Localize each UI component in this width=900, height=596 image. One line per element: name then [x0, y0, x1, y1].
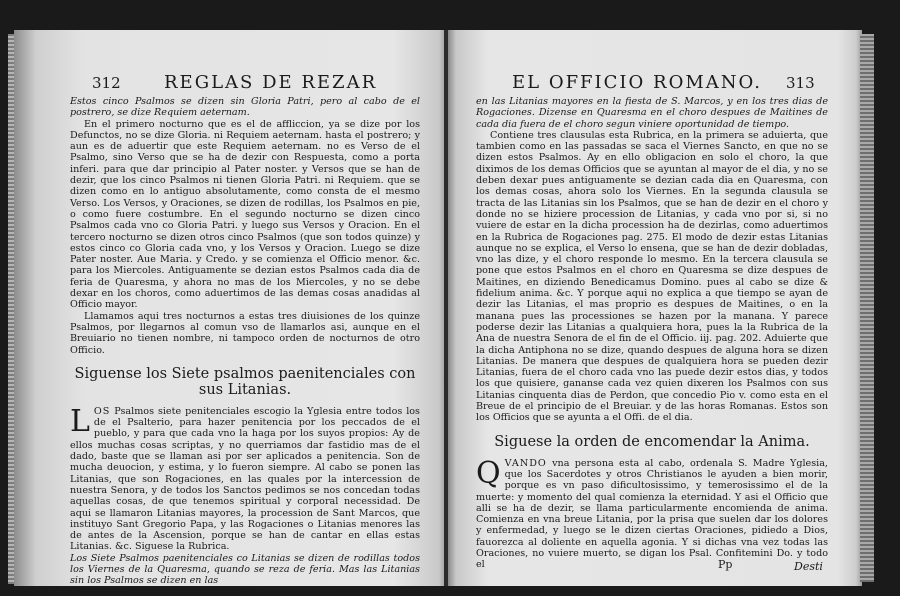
page-number-left: 312	[92, 74, 121, 92]
left-page	[14, 30, 446, 586]
running-head-left: REGLAS DE REZAR	[164, 72, 378, 93]
right-text-block	[476, 96, 828, 571]
rubric-intro: Estos cinco Psalmos se dizen sin Gloria Patri, pero al cabo de el postrero, se dize Requiem aeternam.	[70, 96, 420, 119]
running-head-right: EL OFFICIO ROMANO.	[512, 72, 762, 93]
catchword: Desti	[794, 560, 823, 573]
section-heading: Siguense los Siete psalmos paenitenciales con sus Litanias.	[74, 365, 416, 398]
paragraph: Llamamos aqui tres nocturnos a estas tres diuisiones de los quinze Psalmos, por llegarnos al comun vso de llamarlos asi, aunque en el Breuiario no tienen nombre, ni tampoco orden de nocturnos de otro Officio.	[70, 310, 420, 356]
right-page	[448, 30, 862, 586]
page-number-right: 313	[786, 74, 815, 92]
drop-cap-word: OS	[93, 405, 111, 417]
section-heading: Siguese la orden de encomendar la Anima.	[494, 433, 810, 450]
open-book	[8, 12, 886, 590]
left-text-block	[70, 96, 420, 586]
signature-mark: Pp	[718, 558, 733, 571]
right-page-edges	[860, 34, 874, 582]
drop-cap-word: VANDO	[504, 457, 547, 469]
section-text: Psalmos siete penitenciales escogio la Yglesia entre todos los de el Psalterio, para hazer penitencia por los peccados de el pueblo, y para que cada vno la haga por los suyos propios: Ay de ellos muchas cosas scriptas, y no querriamos dar fastidio mas de el dado, baste que se llaman asi por ser aplicados a penitencia. Son de mucha deuocion, y estima, y lo fueron siempre. Al cabo se ponen las Litanias, que son Rogaciones, en las quales por la intercession de nuestra Senora, y de todos los Sanctos pedimos se nos concedan todas aquellas cosas, de que tenemos spiritual y corporal necessidad. De aqui se llamaron Litanias mayores, la procession de Sant Marcos, que instituyo Sant Gregorio Papa, y las Rogaciones o Litanias menores las de antes de la Ascension, porque se han de cantar en ellas estas Litanias. &c. Siguese la Rubrica.	[70, 405, 420, 553]
drop-cap: Q	[476, 455, 501, 491]
section-text: vna persona esta al cabo, ordenala S. Madre Yglesia, que los Sacerdotes y otros Christianos le ayuden a bien morir, porque es vn paso dificultosissimo, y temerosissimo el de la muerte: y momento del qual comienza la eternidad. Y asi el Officio que alli se ha de dezir, se llama particularmente encomienda de anima. Comienza en vna breue Litania, por la prisa que suelen dar los dolores y enfermedad, y luego se le dizen ciertas Oraciones, pidiedo a Dios, fauorezca al doliente en aquella agonia. Y si dichas vna vez todas las Oraciones, no vuiere muerto, se digan los Psal. Confitemini Do. y todo el	[476, 457, 828, 571]
paragraph: En el primero nocturno que es el de affliccion, ya se dize por los Defunctos, no se dize Gloria. ni Requiem aeternam. hasta el postrero; y aun es de aduertir que este Requiem aeternam. no es Verso de el Psalmo, sino Verso que se ha de dezir con Respuesta, como a porta inferi. para que dar principio al Pater noster. y Versos que se han de dezir, que los cinco Psalmos ni tienen Gloria Patri. ni Requiem. que se dizen como en lo antiguo absolutamente, como consta de el mesmo Verso. Los Versos, y Oraciones, se dizen de rodillas, los Psalmos en pie, o como fuere costumbre. En el segundo nocturno se dizen cinco Psalmos cada vno co Gloria Patri. y luego sus Versos y Oracion. En el tercero nocturno se dizen otros cinco Psalmos (que son todos quinze) y estos cinco co Gloria cada vno, y los Versos y Oracion. Luego se dize Pater noster. Aue Maria. y Credo. y se comienza el Officio menor. &c. para los Miercoles. Antiguamente se dezian estos Psalmos cada dia de feria de Quaresma, y ahora no mas de los Miercoles, y no se debe dexar en los choros, como aduertimos de las demas cosas anadidas al Officio mayor.	[70, 118, 420, 311]
paragraph: Contiene tres clausulas esta Rubrica, en la primera se aduierta, que tambien como en las passadas se saca el Viernes Sancto, en que no se dizen estos Psalmos. Ay en ello obligacion en solo el choro, la que diximos de los demas Officios que se ayuntan al mayor de el dia, y no se deben dexar pues antiguamente se dezian cada dia en Quaresma, con los demas cosas, ahora solo los Viernes. En la segunda clausula se tracta de las Litanias sin los Psalmos, que se han de dezir en el choro y donde no se hiziere procession de Litanias, y cada vno por si, si no vuiere de estar en la dicha procession ha de dezirlas, como aduertimos en la Rubrica de Rogaciones pag. 275. El modo de dezir estas Litanias aunque no se explica, el Verso lo ensena, que se han de dezir dobladas, vno las dize, y el choro responde lo mesmo. En la tercera clausula se pone que estos Psalmos en el choro en Quaresma se dize despues de Maitines, en diziendo Benedicamus Domino. pues al cabo se dize & fidelium anima. &c. Y porque aqui no explica a que tiempo se ayan de dezir las Litanias, el mas proprio es despues de Maitines, o en la manana pues las processiones se hazen por la manana. Y parece poderse dezir las Litanias a qualquiera hora, pues la la Rubrica de la Ana de nuestra Senora de el fin de el Officio. iij. pag. 202. Aduierte que la dicha Antiphona no se dize, quando despues de alguna hora se dizen Litanias. De manera que despues de qualquiera hora se pueden dezir Litanias, fuera de el choro cada vno las puede dezir estos dias, y todos los que quisiere, gananse cada vez quien dixeren los Psalmos con sus Litanias cinquenta dias de Perdon, que concedio Pio v. como esta en el Breue de el principio de el Breuiar. y de las horas Romanas. Estos son los Officios que se ayunta a el Offi. de el dia.	[476, 129, 828, 424]
section-paragraph	[70, 403, 420, 553]
drop-cap: L	[70, 403, 90, 439]
rubric-closing: Los Siete Psalmos paenitenciales co Litanias se dizen de rodillas todos los Viernes de la Quaresma, quando se reza de feria. Mas las Litanias sin los Psalmos se dizen en las	[70, 552, 420, 586]
rubric-intro: en las Litanias mayores en la fiesta de S. Marcos, y en los tres dias de Rogaciones. Dizense en Quaresma en el choro despues de Maitines de cada dia fuera de el choro segun viniere oportunidad de tiempo.	[476, 96, 828, 130]
section-paragraph	[476, 455, 828, 571]
